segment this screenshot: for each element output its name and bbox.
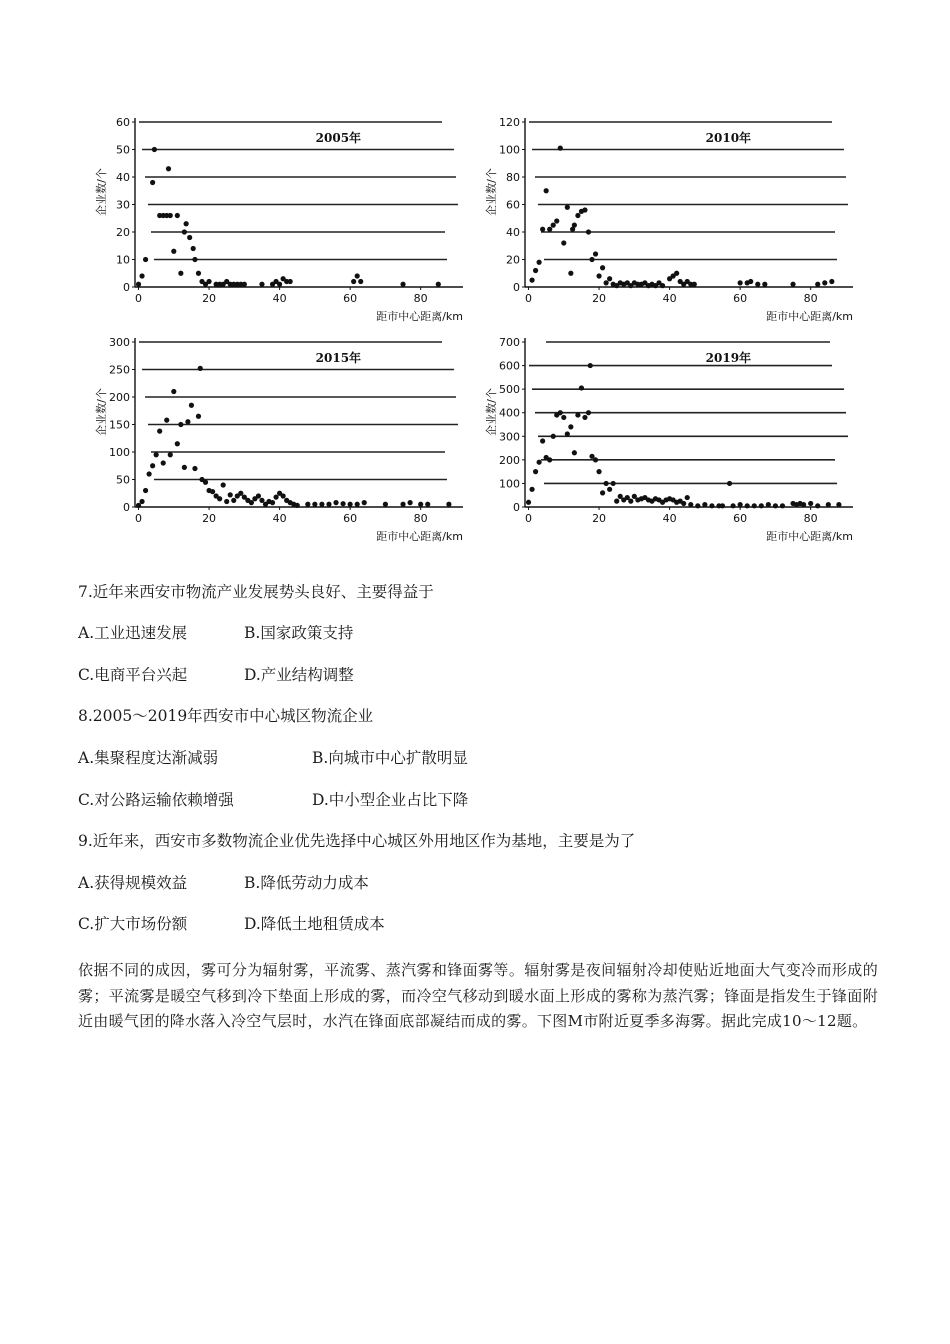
data-point [600,490,605,495]
data-point [164,418,169,423]
x-tick-label: 80 [803,512,818,525]
data-point [582,415,587,420]
data-point [568,424,573,429]
y-tick-label: 30 [116,198,130,212]
data-point [400,502,405,507]
data-point [790,282,795,287]
data-point [192,466,197,471]
data-point [340,501,345,506]
y-tick-label: 40 [116,171,130,184]
x-tick-label: 60 [343,512,358,525]
data-point [759,503,764,508]
data-point [801,502,806,507]
data-point [288,279,293,284]
data-point [305,502,310,507]
data-point [829,279,834,284]
question-9-option-c[interactable]: C.扩大市场份额 [78,915,188,933]
question-8-option-b[interactable]: B.向城市中心扩散明显 [312,749,468,767]
data-point [273,495,278,500]
y-tick-label: 20 [116,226,130,239]
data-point [191,246,196,251]
question-8-stem: 8.2005～2019年西安市中心城区物流企业 [78,707,374,725]
data-point [185,419,190,424]
data-point [586,229,591,234]
question-7-stem: 7.近年来西安市物流产业发展势头良好、主要得益于 [78,583,434,601]
data-point [593,251,598,256]
data-point [228,492,233,497]
fog-passage: 依据不同的成因，雾可分为辐射雾，平流雾、蒸汽雾和锋面雾等。辐射雾是夜间辐射冷却使贴近地面大气变冷而形成的雾；平流雾是暖空气移到冷下垫面上形成的雾，而冷空气移动到暖水面上形成的雾称为蒸汽雾；锋面是指发生于锋面附近由暖气团的降水落入冷空气层时，水汽在锋面底部凝结而成的雾。下图M市附近夏季多海雾。据此完成10～12题。 [78,961,878,1030]
y-tick-label: 100 [499,477,520,491]
data-point [547,227,552,232]
data-point [182,465,187,470]
data-point [604,481,609,486]
question-7-option-b[interactable]: B.国家政策支持 [244,624,354,642]
y-tick-label: 250 [109,363,130,377]
data-point [418,502,423,507]
y-tick-label: 0 [513,501,520,514]
data-point [766,502,771,507]
question-8-option-a[interactable]: A.集聚程度达渐减弱 [78,749,219,767]
x-axis-label: 距市中心距离/km [766,530,853,543]
data-point [178,271,183,276]
y-tick-label: 0 [123,281,130,294]
y-tick-label: 400 [499,406,520,420]
data-point [730,503,735,508]
data-point [224,499,229,504]
x-tick-label: 80 [413,292,428,305]
data-point [836,502,841,507]
data-point [210,489,215,494]
data-point [674,271,679,276]
data-point [147,471,152,476]
data-point [614,499,619,504]
x-tick-label: 20 [592,512,607,525]
data-point [738,280,743,285]
x-tick-label: 40 [272,512,287,525]
data-point [407,500,412,505]
chart-title: 2010年 [705,131,752,145]
question-9-option-b[interactable]: B.降低劳动力成本 [244,874,369,892]
data-point [143,257,148,262]
data-point [588,363,593,368]
data-point [565,431,570,436]
data-point [540,438,545,443]
data-point [537,260,542,265]
data-point [203,480,208,485]
data-point [596,273,601,278]
data-point [554,218,559,223]
y-tick-label: 500 [499,383,520,397]
data-point [436,282,441,287]
data-point [561,240,566,245]
y-axis-label: 企业数/个 [485,168,498,216]
data-point [607,487,612,492]
data-point [826,502,831,507]
x-tick-label: 60 [733,512,748,525]
data-point [533,268,538,273]
x-axis-label: 距市中心距离/km [766,310,853,323]
y-tick-label: 700 [499,336,520,349]
y-tick-label: 10 [116,253,130,267]
question-7-option-a[interactable]: A.工业迅速发展 [78,624,188,642]
data-point [175,213,180,218]
question-8-option-d[interactable]: D.中小型企业占比下降 [312,791,469,809]
question-9-option-d[interactable]: D.降低土地租赁成本 [244,915,385,933]
data-point [281,493,286,498]
data-point [526,500,531,505]
data-point [150,180,155,185]
data-point [628,499,633,504]
data-point [565,205,570,210]
y-tick-label: 60 [116,116,130,129]
data-point [558,410,563,415]
data-point [547,457,552,462]
x-tick-label: 40 [662,512,677,525]
data-point [136,282,141,287]
data-point [752,503,757,508]
data-point [537,460,542,465]
x-tick-label: 20 [592,292,607,305]
data-point [762,282,767,287]
data-point [607,276,612,281]
chart-svg [485,110,860,325]
data-point [695,503,700,508]
data-point [198,366,203,371]
data-point [558,146,563,151]
data-point [184,221,189,226]
chart-2015 [95,330,470,545]
y-tick-label: 40 [506,226,520,239]
data-point [596,469,601,474]
y-tick-label: 20 [506,253,520,267]
data-point [575,412,580,417]
x-tick-label: 20 [202,512,217,525]
data-point [319,502,324,507]
x-tick-label: 0 [135,512,143,525]
x-tick-label: 60 [733,292,748,305]
data-point [529,278,534,283]
data-point [685,495,690,500]
data-point [150,463,155,468]
data-point [166,166,171,171]
data-point [688,502,693,507]
data-point [681,501,686,506]
data-point [355,273,360,278]
data-point [582,207,587,212]
data-point [249,500,254,505]
x-tick-label: 80 [803,292,818,305]
question-7-option-c[interactable]: C.电商平台兴起 [78,666,188,684]
chart-2019 [485,330,860,545]
data-point [192,257,197,262]
data-point [586,410,591,415]
data-point [312,502,317,507]
data-point [808,501,813,506]
data-point [561,415,566,420]
data-point [182,229,187,234]
data-point [589,257,594,262]
y-tick-label: 0 [123,501,130,514]
data-point [231,498,236,503]
data-point [755,282,760,287]
data-point [748,279,753,284]
y-tick-label: 300 [499,430,520,444]
data-point [139,273,144,278]
x-tick-label: 40 [272,292,287,305]
y-tick-label: 150 [109,418,130,432]
data-point [400,282,405,287]
data-point [446,502,451,507]
data-point [221,482,226,487]
data-point [238,491,243,496]
data-point [161,460,166,465]
data-point [259,498,264,503]
data-point [175,441,180,446]
data-point [702,502,707,507]
x-tick-label: 60 [343,292,358,305]
data-point [575,213,580,218]
data-point [544,188,549,193]
question-7-option-d[interactable]: D.产业结构调整 [244,666,354,684]
data-point [773,503,778,508]
data-point [540,227,545,232]
y-tick-label: 100 [109,446,130,459]
data-point [745,503,750,508]
data-point [187,235,192,240]
x-tick-label: 0 [525,512,533,525]
data-point [780,503,785,508]
data-point [692,282,697,287]
data-point [425,502,430,507]
data-point [143,488,148,493]
chart-title: 2005年 [315,131,362,145]
data-point [206,279,211,284]
data-point [217,496,222,501]
x-axis-label: 距市中心距离/km [376,310,463,323]
data-point [139,499,144,504]
data-point [533,469,538,474]
y-tick-label: 300 [109,336,130,349]
x-tick-label: 0 [525,292,533,305]
chart-2005 [95,110,470,325]
x-tick-label: 20 [202,292,217,305]
data-point [196,271,201,276]
data-point [738,502,743,507]
x-tick-label: 80 [413,512,428,525]
y-axis-label: 企业数/个 [95,168,108,216]
question-9-option-a[interactable]: A.获得规模效益 [78,874,188,892]
data-point [295,503,300,508]
data-point [277,282,282,287]
y-tick-label: 120 [499,116,520,129]
y-axis-label: 企业数/个 [485,388,498,436]
data-point [136,503,141,508]
question-8-option-c[interactable]: C.对公路运输依赖增强 [78,791,234,809]
data-point [568,271,573,276]
data-point [383,502,388,507]
y-tick-label: 50 [116,143,130,157]
data-point [168,213,173,218]
y-tick-label: 60 [506,198,520,212]
data-point [551,434,556,439]
data-point [168,452,173,457]
data-point [572,450,577,455]
y-tick-label: 80 [506,171,520,184]
data-point [572,223,577,228]
data-point [551,223,556,228]
y-tick-label: 200 [499,453,520,467]
data-point [529,487,534,492]
data-point [579,385,584,390]
data-point [720,503,725,508]
data-point [709,503,714,508]
data-point [593,457,598,462]
data-point [259,282,264,287]
data-point [815,282,820,287]
data-point [600,265,605,270]
y-tick-label: 200 [109,391,130,404]
chart-svg [95,330,470,545]
y-tick-label: 50 [116,473,130,487]
data-point [242,282,247,287]
data-point [196,414,201,419]
chart-svg [95,110,470,325]
data-point [154,452,159,457]
data-point [660,283,665,288]
data-point [604,280,609,285]
chart-title: 2015年 [315,351,362,365]
data-point [355,502,360,507]
data-point [727,481,732,486]
chart-svg [485,330,860,545]
chart-2010 [485,110,860,325]
data-point [333,500,338,505]
data-point [326,502,331,507]
data-point [171,249,176,254]
chart-title: 2019年 [705,351,752,365]
data-point [348,502,353,507]
data-point [270,500,275,505]
data-point [157,429,162,434]
data-point [822,280,827,285]
y-tick-label: 0 [513,281,520,294]
data-point [171,389,176,394]
data-point [362,500,367,505]
data-point [256,493,261,498]
x-axis-label: 距市中心距离/km [376,530,463,543]
question-9-stem: 9.近年来，西安市多数物流企业优先选择中心城区外用地区作为基地，主要是为了 [78,832,636,850]
x-tick-label: 0 [135,292,143,305]
y-tick-label: 600 [499,359,520,373]
data-point [815,503,820,508]
data-point [152,147,157,152]
data-point [189,403,194,408]
data-point [351,279,356,284]
y-axis-label: 企业数/个 [95,388,108,436]
data-point [611,481,616,486]
x-tick-label: 40 [662,292,677,305]
data-point [358,279,363,284]
data-point [178,422,183,427]
y-tick-label: 100 [499,143,520,157]
